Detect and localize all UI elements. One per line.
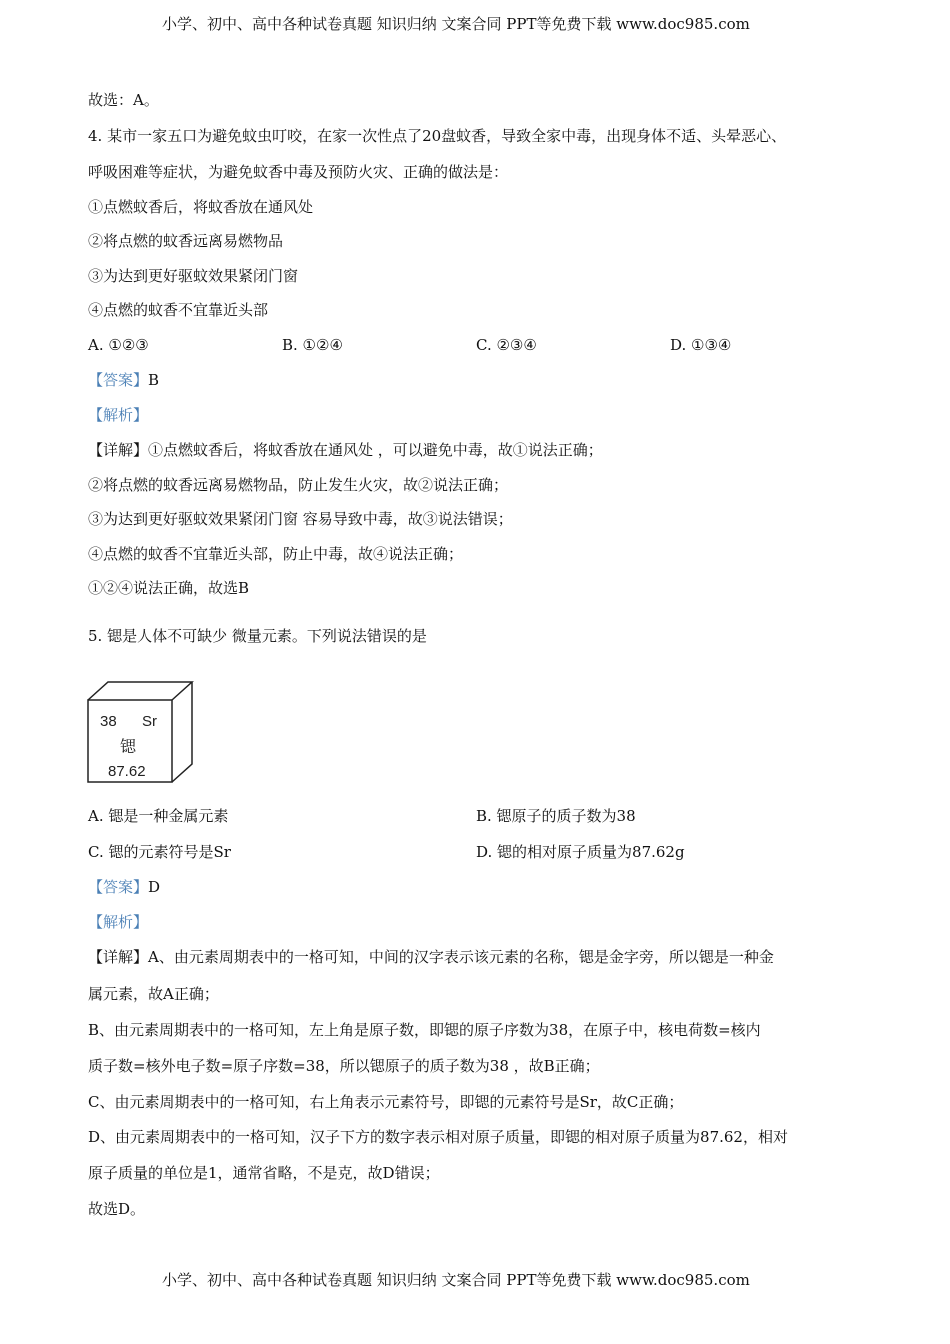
element-symbol: Sr (142, 713, 157, 730)
answer-value: D (148, 878, 161, 896)
q4-detail-line: ④点燃的蚊香不宜靠近头部，防止中毒，故④说法正确； (88, 545, 464, 563)
q4-item: ④点燃的蚊香不宜靠近头部 (88, 301, 269, 319)
q4-option-b: B. ①②④ (282, 336, 343, 354)
q4-item: ③为达到更好驱蚊效果紧闭门窗 (88, 267, 299, 285)
element-number: 38 (100, 713, 117, 730)
q4-detail-line: ③为达到更好驱蚊效果紧闭门窗 容易导致中毒，故③说法错误； (88, 510, 513, 528)
q4-detail-line (88, 440, 603, 460)
q5-option-b: B. 锶原子的质子数为38 (476, 807, 636, 825)
q4-analysis-tag: 【解析】 (88, 406, 149, 424)
q5-detail-line: 原子质量的单位是1，通常省略，不是克，故D错误； (88, 1164, 440, 1182)
element-mass: 87.62 (108, 763, 146, 780)
q5-detail-line: B、由元素周期表中的一格可知，左上角是原子数，即锶的原子序数为38，在原子中，核电荷数=核内 (88, 1021, 761, 1039)
detail-tag: 【详解】 (88, 441, 149, 459)
q4-option-a: A. ①②③ (88, 336, 149, 354)
q4-detail-line: ②将点燃的蚊香远离易燃物品，防止发生火灾，故②说法正确； (88, 476, 509, 494)
q4-item: ②将点燃的蚊香远离易燃物品 (88, 232, 284, 250)
q4-stem-line1: 4. 某市一家五口为避免蚊虫叮咬，在家一次性点了20盘蚊香，导致全家中毒，出现身体不适、头晕恶心、 (88, 127, 787, 145)
q5-analysis-tag: 【解析】 (88, 913, 149, 931)
answer-value: B (148, 371, 160, 389)
q4-option-d: D. ①③④ (670, 336, 732, 354)
q4-item: ①点燃蚊香后，将蚊香放在通风处 (88, 198, 314, 216)
answer-tag: 【答案】 (88, 371, 149, 389)
element-cube (86, 680, 196, 784)
element-cell-figure (86, 680, 196, 784)
q5-answer (88, 877, 160, 897)
q5-detail-line: C、由元素周期表中的一格可知，右上角表示元素符号，即锶的元素符号是Sr，故C正确； (88, 1093, 684, 1111)
q5-detail-line: D、由元素周期表中的一格可知，汉子下方的数字表示相对原子质量，即锶的相对原子质量为87.62，相对 (88, 1128, 788, 1146)
prev-conclusion: 故选：A。 (88, 91, 159, 109)
q5-detail-line (88, 947, 774, 967)
q4-answer (88, 370, 159, 390)
answer-tag: 【答案】 (88, 878, 149, 896)
q4-stem-line2: 呼吸困难等症状，为避免蚊香中毒及预防火灾、正确的做法是： (88, 163, 509, 181)
q5-stem: 5. 锶是人体不可缺少 微量元素。下列说法错误的是 (88, 627, 427, 645)
page-header: 小学、初中、高中各种试卷真题 知识归纳 文案合同 PPT等免费下载 www.doc985.com (162, 15, 750, 33)
element-name: 锶 (120, 737, 137, 756)
q4-detail-line: ①②④说法正确，故选B (88, 579, 250, 597)
page-footer: 小学、初中、高中各种试卷真题 知识归纳 文案合同 PPT等免费下载 www.doc985.com (162, 1271, 750, 1289)
q5-option-c: C. 锶的元素符号是Sr (88, 843, 231, 861)
q5-detail-line: 质子数=核外电子数=原子序数=38，所以锶原子的质子数为38 ，故B正确； (88, 1057, 600, 1075)
q5-option-d: D. 锶的相对原子质量为87.62g (476, 843, 685, 861)
detail-text: A、由元素周期表中的一格可知，中间的汉字表示该元素的名称，锶是金字旁，所以锶是一种金 (148, 948, 774, 966)
detail-tag: 【详解】 (88, 948, 149, 966)
q4-option-c: C. ②③④ (476, 336, 537, 354)
q5-detail-line: 属元素，故A正确； (88, 985, 219, 1003)
q5-conclusion: 故选D。 (88, 1200, 146, 1218)
q5-option-a: A. 锶是一种金属元素 (88, 807, 229, 825)
detail-text: ①点燃蚊香后，将蚊香放在通风处 ，可以避免中毒，故①说法正确； (148, 441, 603, 459)
